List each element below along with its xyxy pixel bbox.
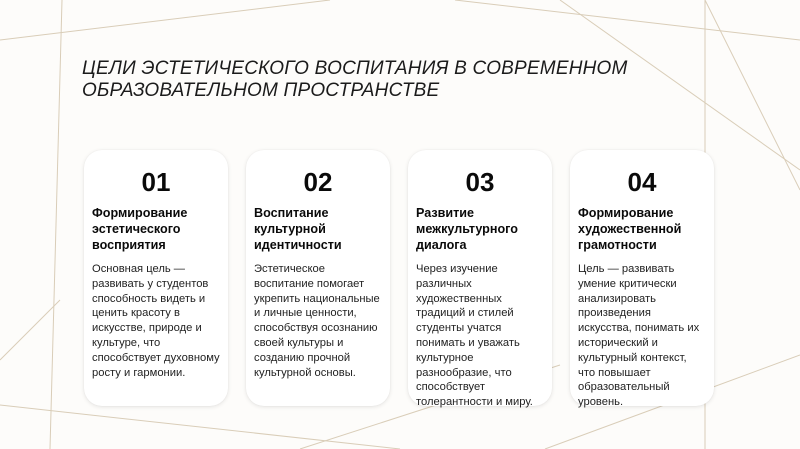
goal-title: Формирование художественной грамотности xyxy=(578,206,682,252)
goal-card-3 xyxy=(408,150,552,409)
goal-description: Основная цель — развивать у студентов способность видеть и ценить красоту в искусстве, природе и культуре, что способствует духовному росту и гармонии. xyxy=(92,263,220,379)
goal-number: 04 xyxy=(627,167,657,197)
goal-title: Формирование эстетического восприятия xyxy=(92,206,188,252)
goal-description: Эстетическое воспитание помогает укрепить национальные и личные ценности, способствуя осознанию своей культуры и созданию прочной культурной основы. xyxy=(254,263,380,379)
slide-title: ЦЕЛИ ЭСТЕТИЧЕСКОГО ВОСПИТАНИЯ В СОВРЕМЕННОМ ОБРАЗОВАТЕЛЬНОМ ПРОСТРАНСТВЕ xyxy=(82,58,628,101)
goals-cards xyxy=(84,150,716,408)
goal-title: Развитие межкультурного диалога xyxy=(416,206,518,252)
goal-number: 01 xyxy=(141,167,171,197)
goal-title: Воспитание культурной идентичности xyxy=(254,206,342,252)
goal-card-4 xyxy=(570,150,714,409)
goal-number: 02 xyxy=(303,167,333,197)
goal-description: Цель — развивать умение критически анализировать произведения искусства, понимать их исторический и культурный контекст, что повышает образовательный уровень. xyxy=(578,263,700,409)
goal-description: Через изучение различных художественных традиций и стилей студенты учатся понимать и уважать культурное разнообразие, что способствует толерантности и миру. xyxy=(416,263,533,409)
goal-card-2 xyxy=(246,150,390,406)
goal-number: 03 xyxy=(465,167,495,197)
goal-card-1 xyxy=(84,150,228,406)
